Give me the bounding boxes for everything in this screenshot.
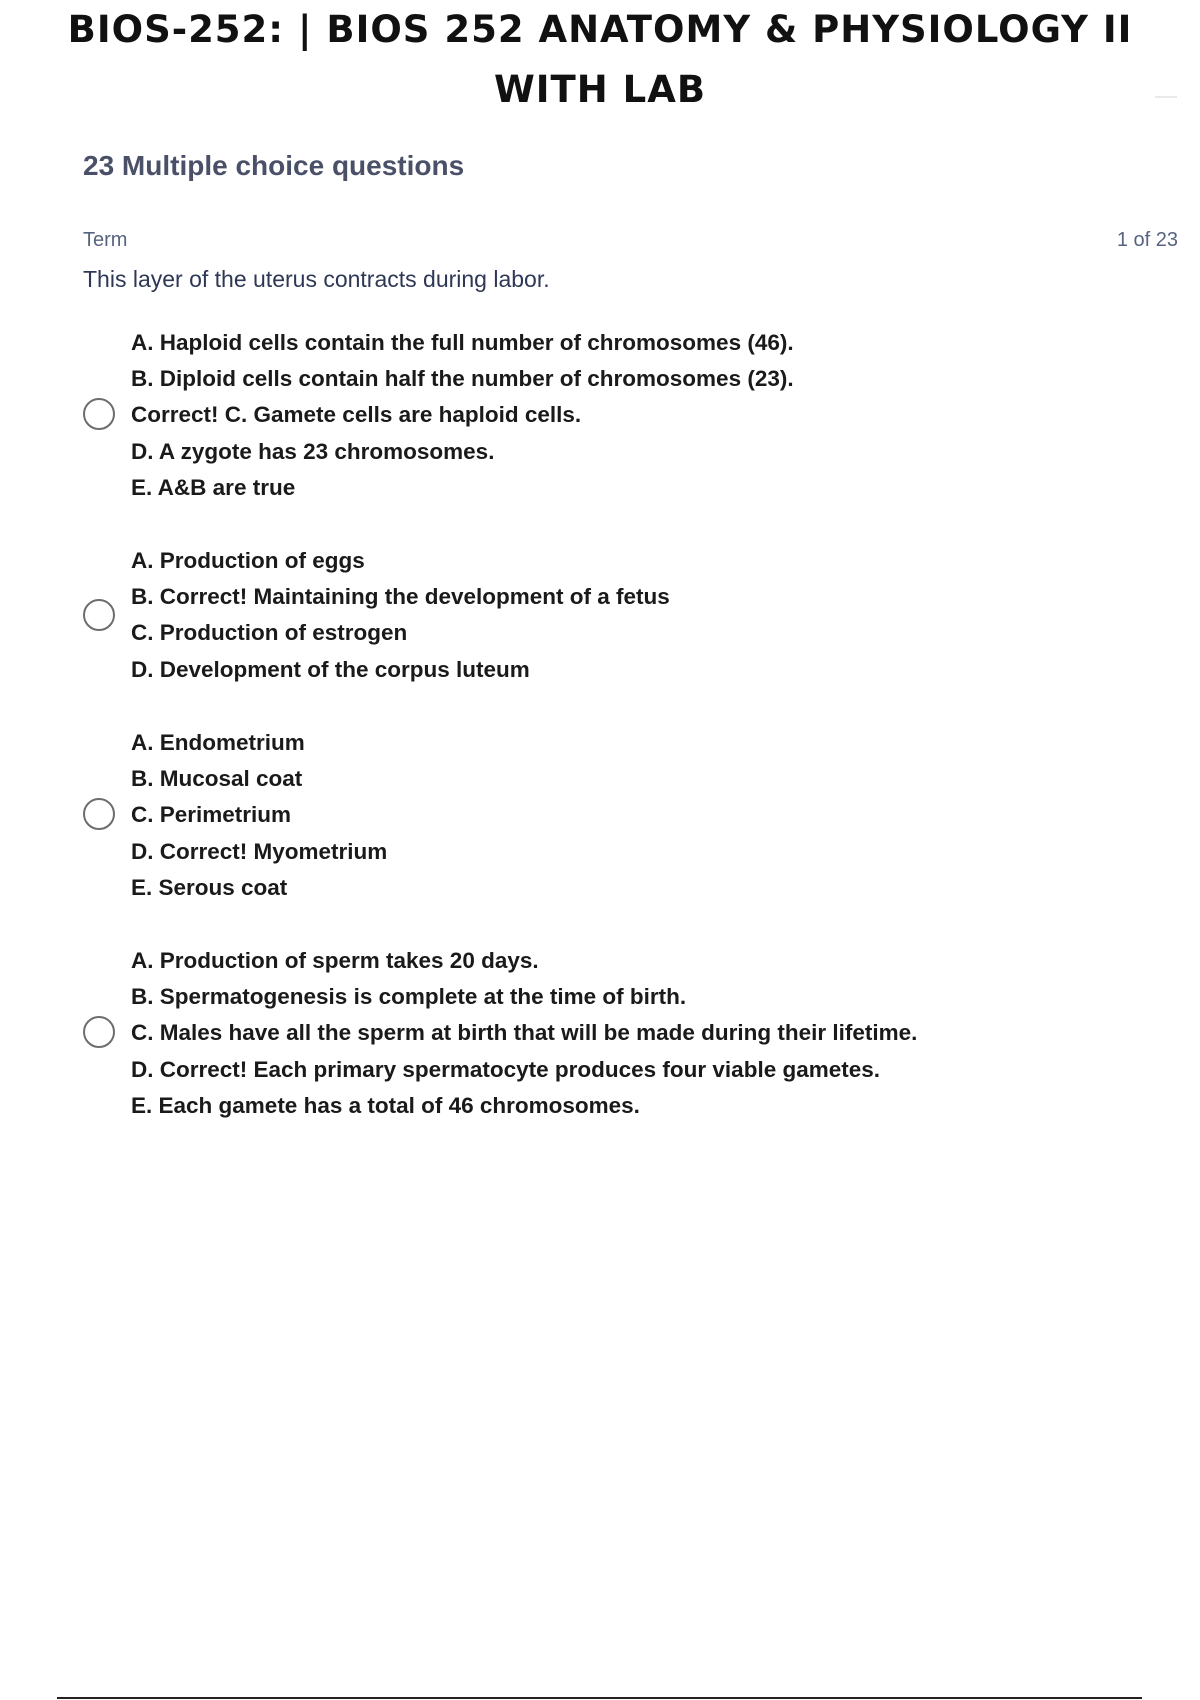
choice-option[interactable]: D. A zygote has 23 chromosomes. xyxy=(131,439,495,464)
divider-mark xyxy=(1155,96,1177,98)
radio-button[interactable] xyxy=(83,1016,115,1048)
document-title-line-2: WITH LAB xyxy=(493,68,707,111)
choice-option[interactable]: E. A&B are true xyxy=(131,475,296,500)
choice-option[interactable]: B. Correct! Maintaining the development of a fetus xyxy=(131,584,670,609)
choice-option[interactable]: D. Correct! Myometrium xyxy=(131,839,388,864)
choice-option[interactable]: B. Spermatogenesis is complete at the time of birth. xyxy=(131,984,687,1009)
radio-button[interactable] xyxy=(83,398,115,430)
choice-option[interactable]: C. Production of estrogen xyxy=(131,620,408,645)
choice-option[interactable]: B. Diploid cells contain half the number of chromosomes (23). xyxy=(131,366,794,391)
document-title-line-1: BIOS-252: | BIOS 252 ANATOMY & PHYSIOLOGY II xyxy=(67,8,1133,51)
choice-option[interactable]: E. Each gamete has a total of 46 chromosomes. xyxy=(131,1093,640,1118)
choice-option[interactable]: C. Males have all the sperm at birth that will be made during their lifetime. xyxy=(131,1020,918,1045)
choice-option[interactable]: A. Production of eggs xyxy=(131,548,365,573)
choice-option[interactable]: Correct! C. Gamete cells are haploid cells. xyxy=(131,402,582,427)
radio-button[interactable] xyxy=(83,798,115,830)
section-heading: 23 Multiple choice questions xyxy=(83,150,465,181)
page-bottom-rule xyxy=(57,1697,1142,1699)
choice-option[interactable]: E. Serous coat xyxy=(131,875,288,900)
radio-button[interactable] xyxy=(83,599,115,631)
choice-option[interactable]: B. Mucosal coat xyxy=(131,766,303,791)
choice-option[interactable]: D. Correct! Each primary spermatocyte produces four viable gametes. xyxy=(131,1057,881,1082)
choice-option[interactable]: C. Perimetrium xyxy=(131,802,292,827)
choice-option[interactable]: A. Production of sperm takes 20 days. xyxy=(131,948,539,973)
choice-option[interactable]: D. Development of the corpus luteum xyxy=(131,657,530,682)
question-text: This layer of the uterus contracts during labor. xyxy=(83,266,550,292)
choice-option[interactable]: A. Endometrium xyxy=(131,730,305,755)
choice-option[interactable]: A. Haploid cells contain the full number of chromosomes (46). xyxy=(131,330,794,355)
question-counter: 1 of 23 xyxy=(1116,229,1178,251)
term-label: Term xyxy=(83,229,128,251)
document-title xyxy=(40,0,1160,120)
